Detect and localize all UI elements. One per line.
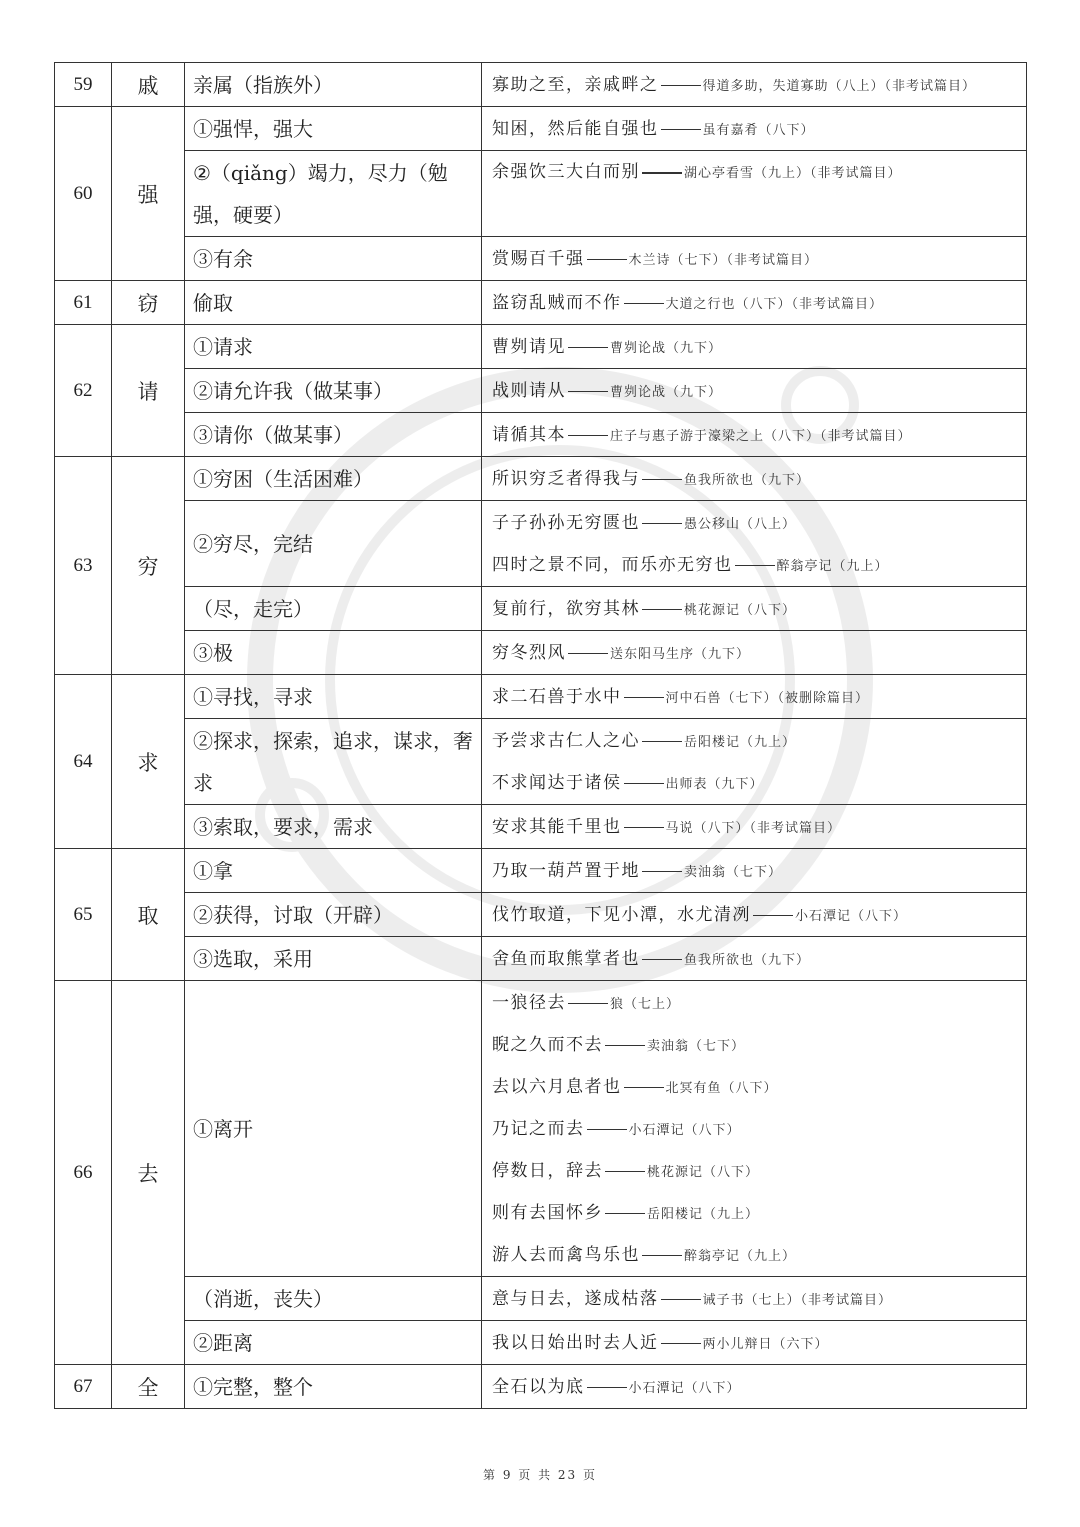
sense-examples bbox=[482, 937, 1027, 981]
example-source: 曹刿论战（九下） bbox=[610, 384, 723, 400]
dash-separator bbox=[624, 1087, 664, 1089]
example-sentence: 予尝求古仁人之心 bbox=[492, 730, 640, 751]
example-source: 曹刿论战（九下） bbox=[610, 340, 723, 356]
example-sentence: 停数日，辞去 bbox=[492, 1160, 603, 1181]
table-row bbox=[55, 151, 1027, 237]
example-source: 鱼我所欲也（九下） bbox=[684, 952, 811, 968]
example-source: 马说（八下）（非考试篇目） bbox=[665, 820, 842, 836]
sense-examples bbox=[482, 893, 1027, 937]
example-sentence: 求二石兽于水中 bbox=[492, 686, 622, 707]
example-sentence: 盗窃乱贼而不作 bbox=[492, 292, 622, 313]
dash-separator bbox=[642, 1255, 682, 1257]
example-source: 庄子与惠子游于濠梁之上（八下）（非考试篇目） bbox=[610, 428, 912, 444]
sense-examples bbox=[482, 1277, 1027, 1321]
table-row bbox=[55, 849, 1027, 893]
sense-meaning: ②穷尽，完结 bbox=[185, 501, 482, 587]
vocabulary-table bbox=[54, 62, 1027, 1409]
example-source: 岳阳楼记（九上） bbox=[647, 1206, 760, 1222]
dash-separator bbox=[661, 1299, 701, 1301]
sense-examples bbox=[482, 631, 1027, 675]
example-source: 小石潭记（八下） bbox=[628, 1122, 741, 1138]
example-source: 北冥有鱼（八下） bbox=[665, 1080, 778, 1096]
sense-examples bbox=[482, 587, 1027, 631]
example-line bbox=[492, 282, 1020, 324]
sense-examples bbox=[482, 1321, 1027, 1365]
entry-character: 求 bbox=[112, 675, 185, 849]
example-sentence: 全石以为底 bbox=[492, 1376, 585, 1397]
entry-character: 取 bbox=[112, 849, 185, 981]
table-row bbox=[55, 281, 1027, 325]
dash-separator bbox=[642, 609, 682, 611]
dash-separator bbox=[568, 347, 608, 349]
table-row bbox=[55, 631, 1027, 675]
example-line bbox=[492, 1024, 1020, 1066]
example-line bbox=[492, 151, 1020, 193]
table-row bbox=[55, 369, 1027, 413]
sense-meaning: ①寻找，寻求 bbox=[185, 675, 482, 719]
entry-number: 59 bbox=[55, 63, 112, 107]
table-row bbox=[55, 719, 1027, 805]
example-source: 出师表（九下） bbox=[665, 776, 764, 792]
dash-separator bbox=[624, 697, 664, 699]
example-source: 大道之行也（八下）（非考试篇目） bbox=[665, 296, 884, 312]
sense-examples bbox=[482, 675, 1027, 719]
sense-examples bbox=[482, 501, 1027, 587]
table-row bbox=[55, 893, 1027, 937]
sense-examples bbox=[482, 457, 1027, 501]
table-row bbox=[55, 413, 1027, 457]
example-source: 鱼我所欲也（九下） bbox=[684, 472, 811, 488]
example-sentence: 余强饮三大白而别 bbox=[492, 162, 640, 182]
sense-meaning: ①离开 bbox=[185, 981, 482, 1277]
example-source: 桃花源记（八下） bbox=[684, 602, 797, 618]
sense-meaning: ①完整，整个 bbox=[185, 1365, 482, 1409]
sense-examples bbox=[482, 237, 1027, 281]
dash-separator bbox=[661, 85, 701, 87]
entry-character: 全 bbox=[112, 1365, 185, 1409]
table-row bbox=[55, 805, 1027, 849]
dash-separator bbox=[642, 741, 682, 743]
example-sentence: 乃取一葫芦置于地 bbox=[492, 860, 640, 881]
example-source: 诫子书（七上）（非考试篇目） bbox=[702, 1292, 893, 1308]
dash-separator bbox=[568, 435, 608, 437]
entry-character: 去 bbox=[112, 981, 185, 1365]
sense-meaning: ②探求，探索，追求，谋求，奢求 bbox=[185, 719, 482, 805]
sense-examples bbox=[482, 369, 1027, 413]
dash-separator bbox=[568, 1003, 608, 1005]
entry-number: 61 bbox=[55, 281, 112, 325]
example-line bbox=[492, 1322, 1020, 1364]
example-sentence: 睨之久而不去 bbox=[492, 1034, 603, 1055]
example-source: 湖心亭看雪（九上）（非考试篇目） bbox=[684, 166, 902, 181]
sense-examples bbox=[482, 281, 1027, 325]
example-line bbox=[492, 1108, 1020, 1150]
sense-meaning: ②获得，讨取（开辟） bbox=[185, 893, 482, 937]
example-line bbox=[492, 762, 1020, 804]
sense-meaning: ①拿 bbox=[185, 849, 482, 893]
sense-examples bbox=[482, 413, 1027, 457]
example-line bbox=[492, 938, 1020, 980]
example-line bbox=[492, 414, 1020, 456]
example-line bbox=[492, 1066, 1020, 1108]
sense-meaning: ③有余 bbox=[185, 237, 482, 281]
example-line bbox=[492, 1150, 1020, 1192]
example-line bbox=[492, 1192, 1020, 1234]
example-sentence: 穷冬烈风 bbox=[492, 642, 566, 663]
sense-meaning: 亲属（指族外） bbox=[185, 63, 482, 107]
sense-meaning: ①强悍，强大 bbox=[185, 107, 482, 151]
example-sentence: 不求闻达于诸侯 bbox=[492, 772, 622, 793]
entry-number: 60 bbox=[55, 107, 112, 281]
table-row bbox=[55, 981, 1027, 1277]
dash-separator bbox=[587, 259, 627, 261]
example-line bbox=[492, 544, 1020, 586]
example-sentence: 复前行，欲穷其林 bbox=[492, 598, 640, 619]
example-source: 狼（七上） bbox=[610, 996, 681, 1012]
dash-separator bbox=[605, 1045, 645, 1047]
example-sentence: 伐竹取道，下见小潭，水尤清冽 bbox=[492, 904, 751, 925]
page-footer: 第 9 页 共 23 页 bbox=[483, 1468, 597, 1482]
example-sentence: 意与日去，遂成枯落 bbox=[492, 1288, 659, 1309]
example-source: 两小儿辩日（六下） bbox=[702, 1336, 829, 1352]
example-line bbox=[492, 1278, 1020, 1320]
entry-number: 66 bbox=[55, 981, 112, 1365]
sense-examples bbox=[482, 325, 1027, 369]
example-line bbox=[492, 326, 1020, 368]
example-source: 醉翁亭记（九上） bbox=[776, 558, 889, 574]
sense-meaning: ③极 bbox=[185, 631, 482, 675]
example-sentence: 游人去而禽鸟乐也 bbox=[492, 1244, 640, 1265]
example-sentence: 去以六月息者也 bbox=[492, 1076, 622, 1097]
example-sentence: 一狼径去 bbox=[492, 992, 566, 1013]
dash-separator bbox=[624, 827, 664, 829]
entry-character: 戚 bbox=[112, 63, 185, 107]
example-sentence: 请循其本 bbox=[492, 424, 566, 445]
example-source: 木兰诗（七下）（非考试篇目） bbox=[628, 252, 819, 268]
sense-examples bbox=[482, 1365, 1027, 1409]
dash-separator bbox=[605, 1171, 645, 1173]
sense-meaning: （消逝，丧失） bbox=[185, 1277, 482, 1321]
example-line bbox=[492, 458, 1020, 500]
sense-meaning: ③请你（做某事） bbox=[185, 413, 482, 457]
sense-meaning: ②距离 bbox=[185, 1321, 482, 1365]
example-sentence: 赏赐百千强 bbox=[492, 248, 585, 269]
example-line bbox=[492, 982, 1020, 1024]
example-sentence: 知困，然后能自强也 bbox=[492, 118, 659, 139]
sense-meaning: ②请允许我（做某事） bbox=[185, 369, 482, 413]
dash-separator bbox=[642, 479, 682, 481]
example-sentence: 曹刿请见 bbox=[492, 336, 566, 357]
entry-character: 强 bbox=[112, 107, 185, 281]
example-source: 醉翁亭记（九上） bbox=[684, 1248, 797, 1264]
sense-examples bbox=[482, 719, 1027, 805]
dash-separator bbox=[735, 565, 775, 567]
example-line bbox=[492, 238, 1020, 280]
sense-examples bbox=[482, 107, 1027, 151]
dash-separator bbox=[587, 1129, 627, 1131]
sense-meaning: ②（qiǎng）竭力，尽力（勉强，硬要） bbox=[185, 151, 482, 237]
entry-number: 63 bbox=[55, 457, 112, 675]
example-line bbox=[492, 806, 1020, 848]
sense-examples bbox=[482, 805, 1027, 849]
sense-meaning: （尽，走完） bbox=[185, 587, 482, 631]
example-source: 虽有嘉肴（八下） bbox=[702, 122, 815, 138]
table-row bbox=[55, 501, 1027, 587]
dash-separator bbox=[624, 303, 664, 305]
sense-examples bbox=[482, 849, 1027, 893]
table-row bbox=[55, 63, 1027, 107]
dash-separator bbox=[661, 129, 701, 131]
example-sentence: 乃记之而去 bbox=[492, 1118, 585, 1139]
entry-number: 67 bbox=[55, 1365, 112, 1409]
example-sentence: 寡助之至，亲戚畔之 bbox=[492, 74, 659, 95]
example-line bbox=[492, 370, 1020, 412]
entry-character: 窃 bbox=[112, 281, 185, 325]
example-line bbox=[492, 676, 1020, 718]
dash-separator bbox=[605, 1213, 645, 1215]
table-row bbox=[55, 107, 1027, 151]
example-source: 卖油翁（七下） bbox=[684, 864, 783, 880]
dash-separator bbox=[753, 915, 793, 917]
table-row bbox=[55, 937, 1027, 981]
sense-meaning: ③选取，采用 bbox=[185, 937, 482, 981]
dash-separator bbox=[642, 871, 682, 873]
example-source: 小石潭记（八下） bbox=[628, 1380, 741, 1396]
sense-meaning: ①请求 bbox=[185, 325, 482, 369]
example-line bbox=[492, 64, 1020, 106]
entry-character: 穷 bbox=[112, 457, 185, 675]
example-source: 愚公移山（八上） bbox=[684, 516, 797, 532]
sense-meaning: 偷取 bbox=[185, 281, 482, 325]
example-sentence: 我以日始出时去人近 bbox=[492, 1332, 659, 1353]
entry-number: 64 bbox=[55, 675, 112, 849]
example-source: 送东阳马生序（九下） bbox=[610, 646, 751, 662]
example-sentence: 战则请从 bbox=[492, 380, 566, 401]
dash-separator bbox=[642, 523, 682, 525]
table-row bbox=[55, 457, 1027, 501]
dash-separator bbox=[642, 959, 682, 961]
example-source: 得道多助，失道寡助（八上）（非考试篇目） bbox=[702, 78, 977, 94]
dash-separator bbox=[568, 653, 608, 655]
example-source: 卖油翁（七下） bbox=[647, 1038, 746, 1054]
example-line bbox=[492, 850, 1020, 892]
example-source: 桃花源记（八下） bbox=[647, 1164, 760, 1180]
entry-number: 62 bbox=[55, 325, 112, 457]
example-line bbox=[492, 588, 1020, 630]
example-sentence: 安求其能千里也 bbox=[492, 816, 622, 837]
sense-examples bbox=[482, 981, 1027, 1277]
dash-separator bbox=[661, 1343, 701, 1345]
example-source: 小石潭记（八下） bbox=[795, 908, 908, 924]
example-line bbox=[492, 108, 1020, 150]
example-source: 岳阳楼记（九上） bbox=[684, 734, 797, 750]
example-source: 河中石兽（七下）（被删除篇目） bbox=[665, 690, 870, 706]
example-sentence: 子子孙孙无穷匮也 bbox=[492, 512, 640, 533]
entry-character: 请 bbox=[112, 325, 185, 457]
example-line bbox=[492, 720, 1020, 762]
sense-examples bbox=[482, 63, 1027, 107]
example-sentence: 四时之景不同，而乐亦无穷也 bbox=[492, 554, 733, 575]
example-sentence: 则有去国怀乡 bbox=[492, 1202, 603, 1223]
dash-separator bbox=[642, 172, 682, 174]
table-row bbox=[55, 1321, 1027, 1365]
dash-separator bbox=[568, 391, 608, 393]
example-sentence: 所识穷乏者得我与 bbox=[492, 468, 640, 489]
example-sentence: 舍鱼而取熊掌者也 bbox=[492, 948, 640, 969]
sense-meaning: ①穷困（生活困难） bbox=[185, 457, 482, 501]
example-line bbox=[492, 894, 1020, 936]
table-row bbox=[55, 587, 1027, 631]
table-row bbox=[55, 325, 1027, 369]
table-row bbox=[55, 1365, 1027, 1409]
dash-separator bbox=[587, 1387, 627, 1389]
sense-examples bbox=[482, 151, 1027, 237]
dash-separator bbox=[624, 783, 664, 785]
example-line bbox=[492, 632, 1020, 674]
table-row bbox=[55, 237, 1027, 281]
table-row bbox=[55, 675, 1027, 719]
table-row bbox=[55, 1277, 1027, 1321]
example-line bbox=[492, 1234, 1020, 1276]
example-line bbox=[492, 1366, 1020, 1408]
example-line bbox=[492, 502, 1020, 544]
sense-meaning: ③索取，要求，需求 bbox=[185, 805, 482, 849]
entry-number: 65 bbox=[55, 849, 112, 981]
